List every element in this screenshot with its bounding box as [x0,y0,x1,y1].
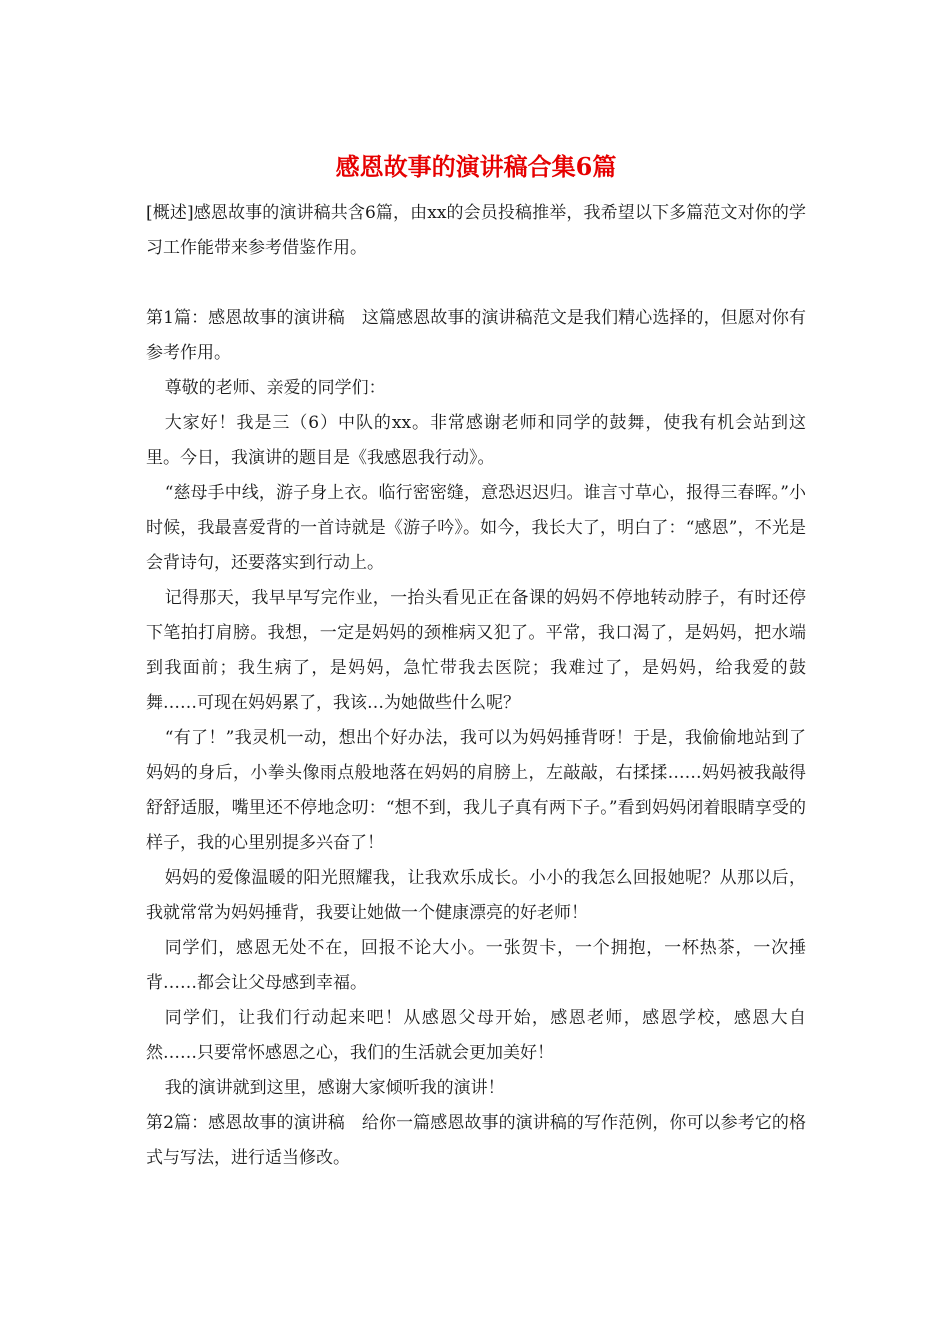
body-paragraph: “有了！”我灵机一动，想出个好办法，我可以为妈妈捶背呀！于是，我偷偷地站到了妈妈的身后，小拳头像雨点般地落在妈妈的肩膀上，左敲敲，右揉揉……妈妈被我敲得舒舒适服，嘴里还不停地念叨：“想不到，我儿子真有两下子。”看到妈妈闭着眼睛享受的样子，我的心里别提多兴奋了！ [146,728,806,853]
salutation: 尊敬的老师、亲爱的同学们： [164,378,386,398]
section-2-heading: 第2篇：感恩故事的演讲稿 给你一篇感恩故事的演讲稿的写作范例，你可以参考它的格式与写法，进行适当修改。 [146,1113,806,1168]
body-paragraph: 同学们，感恩无处不在，回报不论大小。一张贺卡，一个拥抱，一杯热茶，一次捶背……都会让父母感到幸福。 [146,938,806,993]
document-body [146,196,806,1176]
body-paragraph: 妈妈的爱像温暖的阳光照耀我，让我欢乐成长。小小的我怎么回报她呢？从那以后，我就常常为妈妈捶背，我要让她做一个健康漂亮的好老师！ [146,868,806,923]
section-1-heading: 第1篇：感恩故事的演讲稿 这篇感恩故事的演讲稿范文是我们精心选择的，但愿对你有参考作用。 [146,308,806,363]
summary-paragraph: [概述]感恩故事的演讲稿共含6篇，由xx的会员投稿推举，我希望以下多篇范文对你的学习工作能带来参考借鉴作用。 [146,203,806,258]
body-paragraph: 记得那天，我早早写完作业，一抬头看见正在备课的妈妈不停地转动脖子，有时还停下笔拍打肩膀。我想，一定是妈妈的颈椎病又犯了。平常，我口渴了，是妈妈，把水端到我面前；我生病了，是妈妈，急忙带我去医院；我难过了，是妈妈，给我爱的鼓舞……可现在妈妈累了，我该…为她做些什么呢？ [146,588,806,713]
document-title: 感恩故事的演讲稿合集6篇 [335,152,617,181]
body-paragraph: “慈母手中线，游子身上衣。临行密密缝，意恐迟迟归。谁言寸草心，报得三春晖。”小时候，我最喜爱背的一首诗就是《游子吟》。如今，我长大了，明白了：“感恩”，不光是会背诗句，还要落实到行动上。 [146,483,806,573]
closing-paragraph: 我的演讲就到这里，感谢大家倾听我的演讲！ [164,1078,505,1098]
body-paragraph: 大家好！我是三（6）中队的xx。非常感谢老师和同学的鼓舞，使我有机会站到这里。今日，我演讲的题目是《我感恩我行动》。 [146,413,806,468]
paragraph-spacer [146,266,806,301]
body-paragraph: 同学们，让我们行动起来吧！从感恩父母开始，感恩老师，感恩学校，感恩大自然……只要常怀感恩之心，我们的生活就会更加美好！ [146,1008,806,1063]
